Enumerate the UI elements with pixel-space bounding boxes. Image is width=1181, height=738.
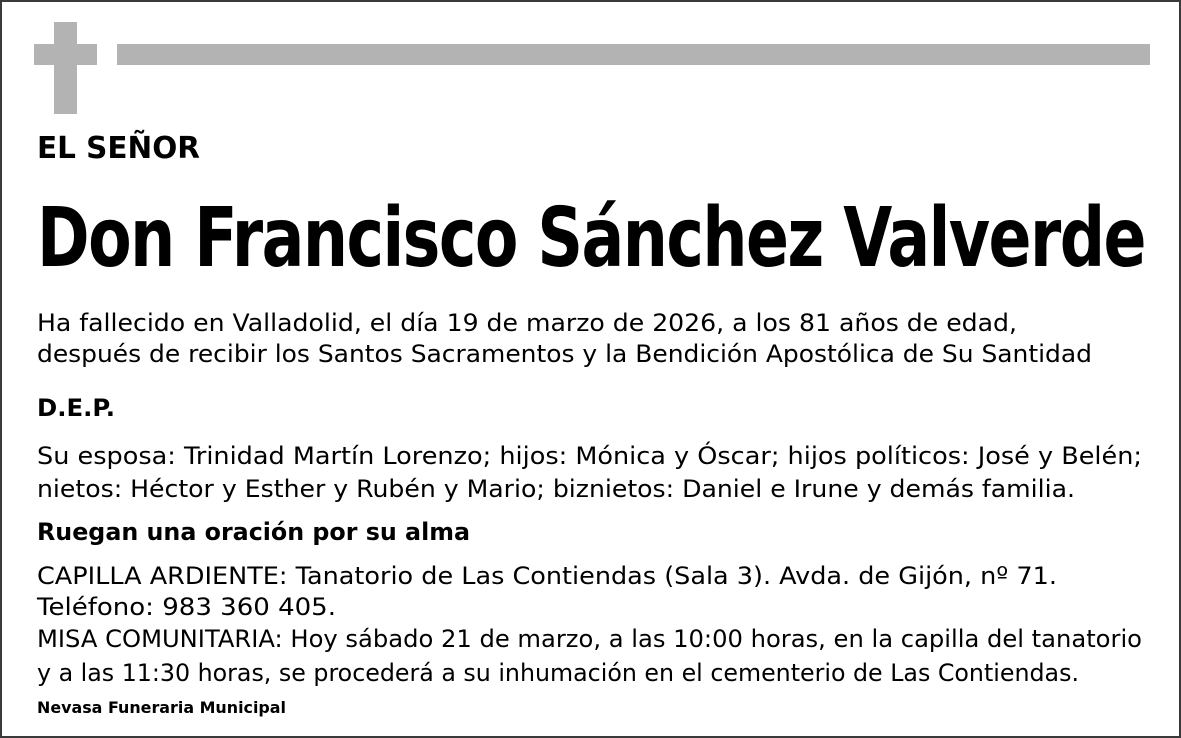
announcement-line: después de recibir los Santos Sacramentos y la Bendición Apostólica de Su Santidad [37, 340, 1092, 368]
cross-icon-arm [34, 44, 97, 65]
deceased-name: Don Francisco Sánchez Valverde [37, 191, 1145, 286]
honorific-label: EL SEÑOR [37, 131, 200, 166]
family-line: Su esposa: Trinidad Martín Lorenzo; hijos: Mónica y Óscar; hijos políticos: José y Belén; [37, 442, 1142, 470]
announcement-line: Ha fallecido en Valladolid, el día 19 de marzo de 2026, a los 81 años de edad, [37, 309, 1017, 337]
prayer-request: Ruegan una oración por su alma [37, 518, 470, 546]
funeral-home: Nevasa Funeraria Municipal [37, 698, 286, 717]
family-line: nietos: Héctor y Esther y Rubén y Mario; biznietos: Daniel e Irune y demás familia. [37, 475, 1075, 503]
details-line: Teléfono: 983 360 405. [37, 593, 336, 621]
header-rule [117, 44, 1150, 65]
details-line: CAPILLA ARDIENTE: Tanatorio de Las Contiendas (Sala 3). Avda. de Gijón, nº 71. [37, 562, 1057, 590]
cross-icon [54, 22, 77, 114]
details-line: y a las 11:30 horas, se procederá a su inhumación en el cementerio de Las Contiendas. [37, 659, 1079, 687]
dep-label: D.E.P. [37, 394, 115, 422]
details-line: MISA COMUNITARIA: Hoy sábado 21 de marzo, a las 10:00 horas, en la capilla del tanatorio [37, 625, 1142, 653]
